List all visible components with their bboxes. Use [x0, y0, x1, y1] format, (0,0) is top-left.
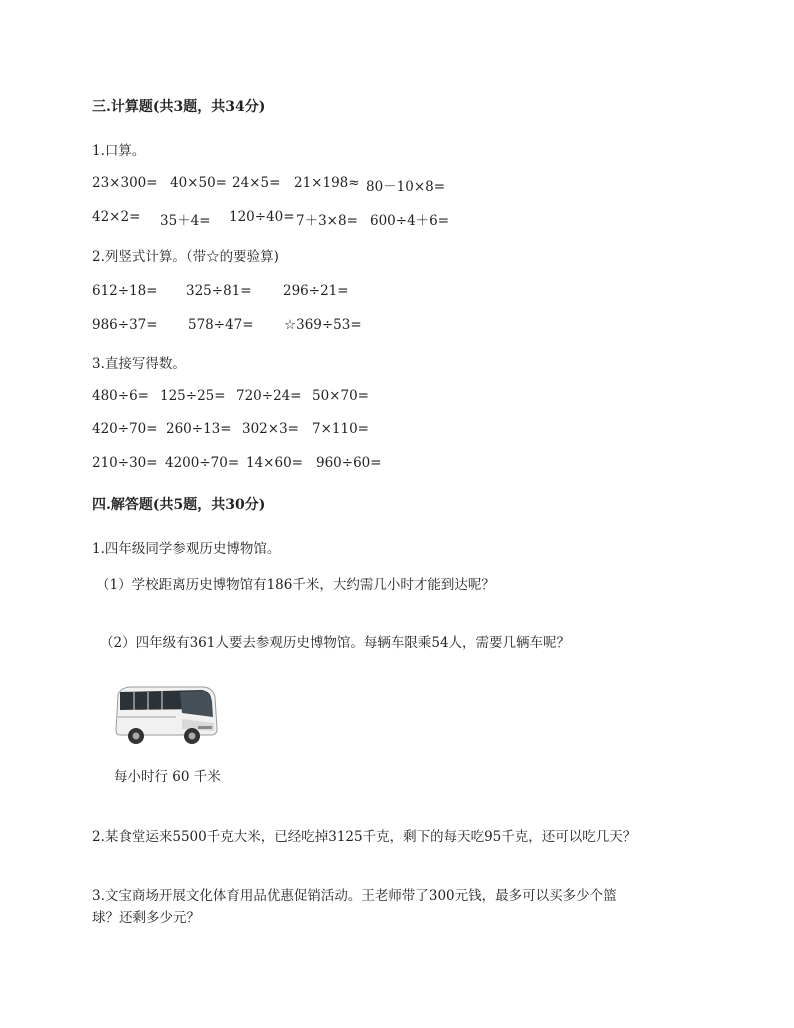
bus-image: [112, 683, 220, 747]
section-4-title: 四.解答题(共5题，共30分): [92, 497, 266, 513]
direct-answer-item: 125÷25=: [160, 388, 226, 404]
oral-calc-item: 24×5=: [232, 175, 281, 191]
direct-answer-item: 260÷13=: [166, 421, 232, 437]
oral-calc-item: 35＋4=: [160, 213, 211, 229]
vertical-calc-item: 986÷37=: [92, 317, 158, 333]
oral-calc-item: 40×50=: [170, 175, 227, 191]
direct-answer-item: 4200÷70=: [165, 455, 240, 471]
direct-answer-item: 960÷60=: [316, 455, 382, 471]
direct-answer-item: 210÷30=: [92, 455, 158, 471]
direct-answer-item: 420÷70=: [92, 421, 158, 437]
oral-calc-item: 7＋3×8=: [296, 213, 358, 229]
vertical-calc-item: 612÷18=: [92, 283, 158, 299]
question-2-title: 2.列竖式计算。（带☆的要验算): [92, 249, 279, 265]
oral-calc-item: 21×198≈: [294, 175, 360, 191]
problem-1-title: 1.四年级同学参观历史博物馆。: [92, 541, 281, 557]
oral-calc-item: 23×300=: [92, 175, 158, 191]
question-3-title: 3.直接写得数。: [92, 356, 186, 372]
oral-calc-item: 120÷40=: [229, 209, 295, 225]
problem-2: 2.某食堂运来5500千克大米，已经吃掉3125千克，剩下的每天吃95千克，还可以吃几天？: [92, 829, 637, 845]
oral-calc-item: 42×2=: [92, 209, 141, 225]
vertical-calc-item: 325÷81=: [186, 283, 252, 299]
question-1-title: 1.口算。: [92, 143, 146, 159]
section-3-title: 三.计算题(共3题，共34分): [92, 99, 266, 115]
direct-answer-item: 302×3=: [242, 421, 299, 437]
vertical-calc-item: 578÷47=: [188, 317, 254, 333]
direct-answer-item: 480÷6=: [92, 388, 149, 404]
oral-calc-item: 80－10×8=: [366, 179, 446, 195]
problem-1-subquestion-2: （2）四年级有361人要去参观历史博物馆。每辆车限乘54人，需要几辆车呢？: [100, 635, 571, 651]
vertical-calc-item: ☆369÷53=: [284, 317, 362, 333]
direct-answer-item: 7×110=: [312, 421, 369, 437]
direct-answer-item: 14×60=: [246, 455, 303, 471]
problem-1-subquestion-1: （1）学校距离历史博物馆有186千米，大约需几小时才能到达呢？: [96, 577, 495, 593]
vertical-calc-item: 296÷21=: [283, 283, 349, 299]
oral-calc-item: 600÷4＋6=: [370, 213, 450, 229]
direct-answer-item: 50×70=: [312, 388, 369, 404]
direct-answer-item: 720÷24=: [236, 388, 302, 404]
bus-caption: 每小时行 60 千米: [114, 769, 221, 785]
problem-3-line-1: 3.文宝商场开展文化体育用品优惠促销活动。王老师带了300元钱，最多可以买多少个篮: [92, 888, 617, 904]
problem-3-line-2: 球？还剩多少元？: [92, 910, 200, 926]
